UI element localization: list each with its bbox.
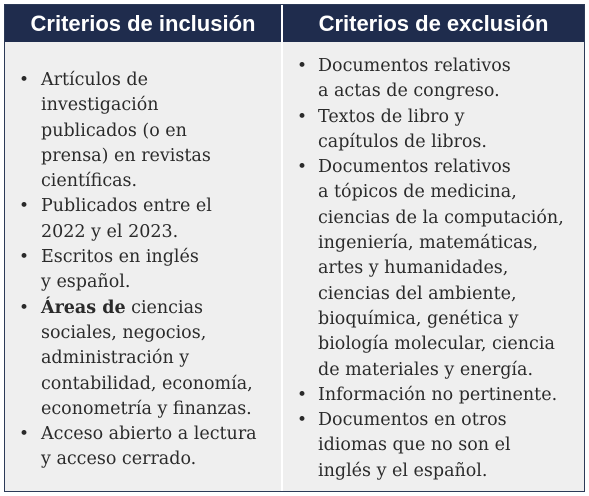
text-line: Información no pertinente. [318, 384, 558, 405]
text-line: 2022 y el 2023. [41, 221, 179, 242]
text-line: Escritos en inglés [41, 247, 199, 268]
bullet-icon: • [19, 297, 30, 318]
text-fragment: ciencias [125, 297, 203, 318]
text-line: artes y humanidades, [318, 258, 509, 279]
text-line: ciencias del ambiente, [318, 283, 517, 304]
criteria-table [4, 4, 585, 492]
text-line: Documentos relativos [318, 56, 511, 76]
bullet-icon: • [19, 70, 30, 90]
text-line: y español. [41, 272, 131, 293]
text-line: biología molecular, ciencia [318, 334, 555, 355]
text-line: de materiales y energía. [318, 359, 534, 380]
exclusion-column [283, 42, 584, 491]
bullet-icon: • [297, 410, 308, 431]
text-line: Documentos en otros [318, 410, 507, 431]
bullet-icon: • [297, 106, 308, 127]
inclusion-item-areas [5, 296, 281, 422]
text-line: a actas de congreso. [318, 81, 500, 102]
text-line: Artículos de [41, 70, 148, 90]
text-line: Publicados entre el [41, 196, 212, 217]
exclusion-list [283, 42, 584, 484]
exclusion-item-proceedings [283, 54, 584, 105]
text-line: inglés y el español. [318, 460, 488, 481]
inclusion-item-languages [5, 245, 281, 296]
text-line: publicados (o en [41, 120, 187, 141]
text-line: a tópicos de medicina, [318, 182, 517, 203]
text-line: investigación [41, 95, 159, 116]
exclusion-item-books [283, 105, 584, 156]
text-line: administración y [41, 348, 190, 369]
text-line [41, 296, 281, 321]
text-line: Acceso abierto a lectura [41, 424, 257, 445]
bullet-icon: • [19, 424, 30, 445]
text-line: y acceso cerrado. [41, 449, 197, 470]
exclusion-header: Criterios de exclusión [283, 5, 584, 42]
text-line: capítulos de libros. [318, 131, 487, 152]
bullet-icon: • [19, 247, 30, 268]
inclusion-header: Criterios de inclusión [5, 5, 281, 42]
bullet-icon: • [297, 384, 308, 405]
exclusion-item-languages [283, 408, 584, 484]
text-line: prensa) en revistas [41, 145, 211, 166]
exclusion-item-topics [283, 155, 584, 383]
bullet-icon: • [297, 56, 308, 76]
bullet-icon: • [297, 157, 308, 178]
bullet-icon: • [19, 196, 30, 217]
inclusion-item-articles [5, 68, 281, 194]
text-line: idiomas que no son el [318, 435, 511, 456]
inclusion-list [5, 42, 281, 473]
text-line: econometría y finanzas. [41, 398, 252, 419]
text-line: sociales, negocios, [41, 322, 207, 343]
text-line: contabilidad, economía, [41, 373, 253, 394]
inclusion-item-years [5, 194, 281, 245]
bold-label: Áreas de [41, 297, 126, 318]
text-line: bioquímica, genética y [318, 308, 519, 329]
text-line: ingeniería, matemáticas, [318, 233, 539, 254]
inclusion-column [5, 42, 281, 491]
text-line: Textos de libro y [318, 106, 465, 127]
text-line: Documentos relativos [318, 157, 511, 178]
exclusion-item-irrelevant [283, 383, 584, 408]
inclusion-item-access [5, 422, 281, 473]
text-line: ciencias de la computación, [318, 207, 564, 228]
text-line: científicas. [41, 171, 138, 192]
